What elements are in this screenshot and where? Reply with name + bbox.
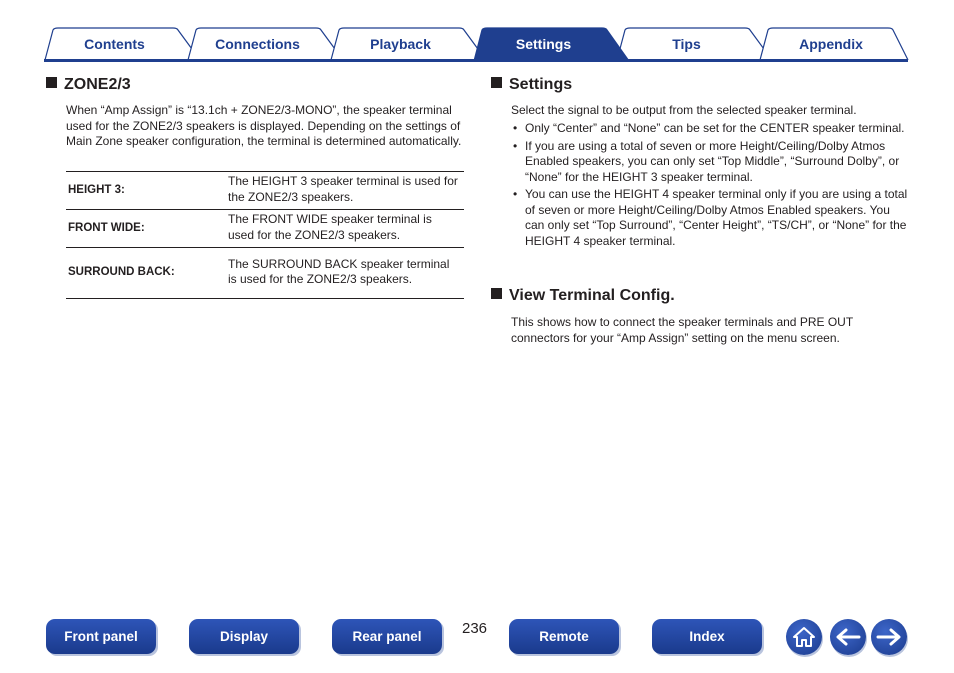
table-row: [66, 172, 464, 210]
table-key: HEIGHT 3:: [66, 172, 228, 210]
button-label: Front panel: [64, 629, 138, 644]
tab-contents[interactable]: [44, 27, 201, 61]
arrow-right-icon: [876, 627, 902, 647]
zone-heading-text: ZONE2/3: [64, 76, 131, 93]
view-text: This shows how to connect the speaker terminals and PRE OUT connectors for your “Amp Assign” setting on the menu screen.: [511, 315, 853, 345]
rear-panel-button[interactable]: [332, 619, 442, 654]
settings-heading-text: Settings: [509, 76, 573, 93]
button-label: Display: [219, 629, 269, 644]
list-item: • If you are using a total of seven or more Height/Ceiling/Dolby Atmos Enabled speakers, you can only set “Top Middle”, “Surround Dolby”, or “None” for the HEIGHT 3 speaker terminal.: [511, 139, 911, 186]
settings-bullet-list: [511, 121, 911, 251]
tab-playback[interactable]: [330, 27, 487, 61]
tab-bar: [0, 0, 954, 64]
tab-label: Contents: [84, 36, 145, 52]
tab-label: Playback: [370, 36, 431, 52]
table-row: [66, 210, 464, 248]
list-item: • You can use the HEIGHT 4 speaker terminal only if you are using a total of seven or more Height/Ceiling/Dolby Atmos Enabled speakers. You can only set “Top Surround”, “Center Height”, “TS/CH”, or “None” for the HEIGHT 4 speaker terminal.: [511, 187, 911, 249]
button-label: Rear panel: [352, 629, 422, 644]
tab-label: Appendix: [799, 36, 863, 52]
zone-intro: When “Amp Assign” is “13.1ch + ZONE2/3-MONO”, the speaker terminal used for the ZONE2/3 speakers is displayed. Depending on the settings of Main Zone speaker configuration, the terminal is determined automatically.: [66, 103, 462, 148]
page-number: 236: [462, 620, 488, 637]
table-key: SURROUND BACK:: [66, 248, 228, 299]
settings-heading: [491, 76, 572, 94]
forward-button[interactable]: [871, 619, 907, 655]
index-button[interactable]: [652, 619, 762, 654]
remote-button[interactable]: [509, 619, 619, 654]
view-heading: [491, 287, 675, 305]
tab-connections[interactable]: [187, 27, 344, 61]
tab-tips[interactable]: [616, 27, 773, 61]
table-value: The HEIGHT 3 speaker terminal is used for the ZONE2/3 speakers.: [228, 172, 464, 210]
front-panel-button[interactable]: [46, 619, 156, 654]
tab-label: Settings: [515, 36, 572, 52]
home-button[interactable]: [786, 619, 822, 655]
table-row: [66, 248, 464, 299]
display-button[interactable]: [189, 619, 299, 654]
view-heading-text: View Terminal Config.: [509, 287, 675, 304]
table-value: The SURROUND BACK speaker terminal is used for the ZONE2/3 speakers.: [228, 248, 464, 299]
square-bullet-icon: [491, 77, 502, 88]
table-key: FRONT WIDE:: [66, 210, 228, 248]
back-button[interactable]: [830, 619, 866, 655]
tab-appendix[interactable]: [759, 27, 909, 61]
tab-settings[interactable]: [473, 27, 630, 61]
arrow-left-icon: [835, 627, 861, 647]
list-item: • Only “Center” and “None” can be set for the CENTER speaker terminal.: [511, 121, 911, 137]
button-label: Index: [689, 629, 725, 644]
tab-label: Tips: [672, 36, 701, 52]
button-label: Remote: [539, 629, 589, 644]
header-rule: [44, 59, 908, 62]
square-bullet-icon: [46, 77, 57, 88]
zone-terminal-table: [66, 171, 464, 299]
home-icon: [792, 626, 816, 648]
square-bullet-icon: [491, 288, 502, 299]
settings-intro: Select the signal to be output from the selected speaker terminal.: [511, 103, 857, 117]
tab-label: Connections: [215, 36, 300, 52]
table-value: The FRONT WIDE speaker terminal is used for the ZONE2/3 speakers.: [228, 210, 464, 248]
zone-heading: [46, 76, 131, 94]
